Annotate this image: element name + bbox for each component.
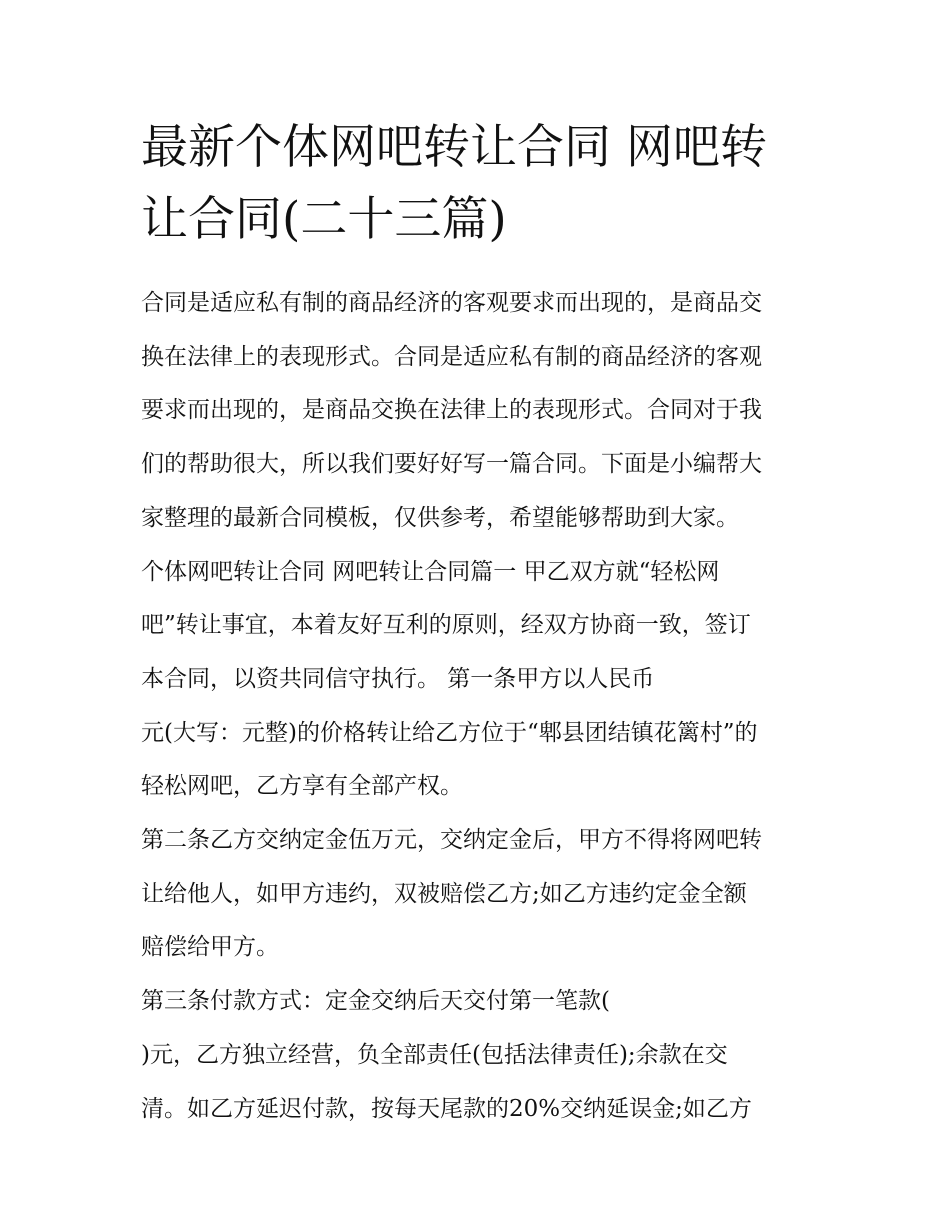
body-line: 元(大写：元整)的价格转让给乙方位于“郫县团结镇花篱村”的	[141, 719, 758, 746]
body-line: 第二条乙方交纳定金伍万元，交纳定金后，甲方不得将网吧转	[141, 827, 762, 854]
document-content	[141, 112, 821, 1136]
body-line: 赔偿给甲方。	[141, 934, 279, 961]
title-line-1: 最新个体网吧转让合同 网吧转	[141, 120, 767, 175]
body-line: )元，乙方独立经营，负全部责任(包括法律责任);余款在交	[141, 1041, 728, 1068]
body-line: 第三条付款方式：定金交纳后天交付第一笔款(	[141, 988, 610, 1015]
body-line: 清。如乙方延迟付款，按每天尾款的20%交纳延误金;如乙方	[141, 1095, 752, 1122]
body-line: 本合同，以资共同信守执行。 第一条甲方以人民币	[141, 665, 655, 692]
body-line: 家整理的最新合同模板，仅供参考，希望能够帮助到大家。	[141, 504, 739, 531]
body-line: 个体网吧转让合同 网吧转让合同篇一 甲乙双方就“轻松网	[141, 558, 720, 585]
body-line: 让给他人，如甲方违约，双被赔偿乙方;如乙方违约定金全额	[141, 880, 747, 907]
body-line: 吧”转让事宜，本着友好互利的原则，经双方协商一致，签订	[141, 612, 751, 639]
body-line: 们的帮助很大，所以我们要好好写一篇合同。下面是小编帮大	[141, 451, 762, 478]
body-line: 要求而出现的，是商品交换在法律上的表现形式。合同对于我	[141, 397, 762, 424]
body-line: 换在法律上的表现形式。合同是适应私有制的商品经济的客观	[141, 343, 762, 370]
document-title	[141, 112, 821, 256]
body-line: 轻松网吧，乙方享有全部产权。	[141, 773, 463, 800]
body-line: 合同是适应私有制的商品经济的客观要求而出现的，是商品交	[141, 290, 762, 316]
title-line-2: 让合同(二十三篇)	[141, 192, 507, 247]
document-body	[141, 277, 821, 1136]
